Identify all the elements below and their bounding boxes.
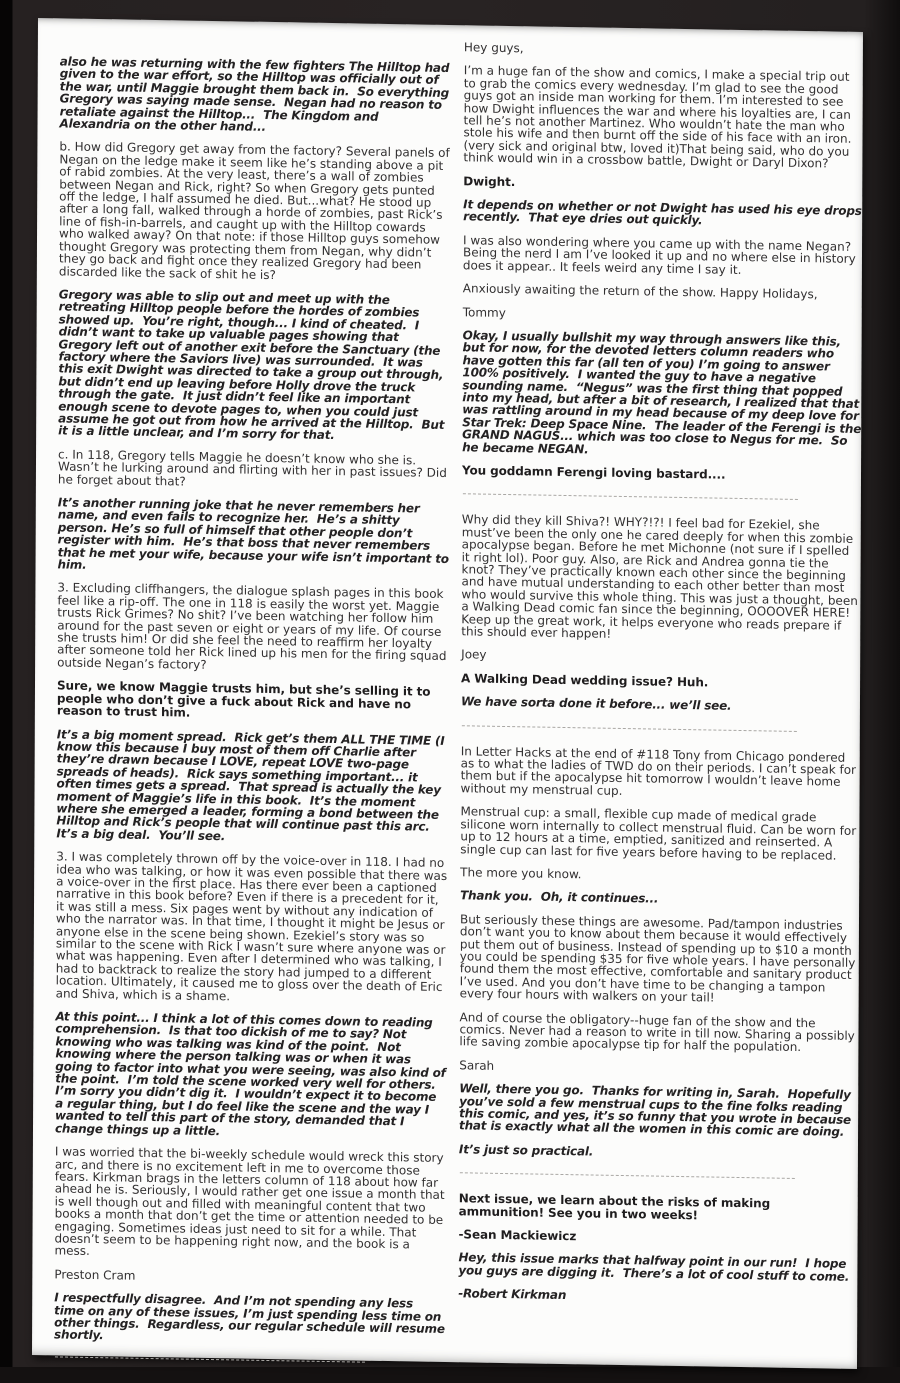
reader-letter-paragraph: 3. Excluding cliffhangers, the dialogue splash pages in this book feel like a rip-off. The one in 118 is easily the worst yet. Maggie trusts Rick Grimes? No shit? I’ve been watching her follow him around for the past seven or eight or years of my life. Of course she trusts him! Or did she feel the need to reaffirm her loyalty after someone told her Rick lined up his men for the firing squad outside Negan’s factory? (57, 580, 451, 672)
reader-letter-paragraph: In Letter Hacks at the end of #118 Tony from Chicago pondered as to what the ladies of TWD do on their periods. I can’t speak for them but if the apocalypse hit tomorrow I wouldn’t leave home without my menstrual cup. (460, 743, 860, 798)
editor-statement: A Walking Dead wedding issue? Huh. (461, 671, 709, 690)
editor-response: -Robert Kirkman (458, 1286, 567, 1303)
left-column (54, 34, 452, 1362)
letter-separator (462, 725, 797, 732)
editor-response: We have sorta done it before... we’ll see. (460, 694, 732, 714)
reader-signature: Sarah (459, 1058, 495, 1073)
editor-response: Hey, this issue marks that halfway point in our run! I hope you guys are digging it. There’s a lot of cool stuff to come. (458, 1250, 851, 1284)
editor-response: It depends on whether or not Dwight has used his eye drops recently. That eye dries out quickly. (463, 197, 866, 228)
editor-statement: -Sean Mackiewicz (458, 1227, 577, 1244)
reader-signature: Joey (461, 647, 487, 663)
editor-response: Thank you. Oh, it continues... (460, 888, 659, 906)
editor-response: It’s another running joke that he never remembers her name, and even fails to recognize her. He’s a shitty person. He’s so full of himself that other people don’t register with him. He’s that boss that never remembers that he met your wife, because your wife isn’t important to him. (57, 495, 453, 572)
editor-response: Okay, I usually bullshit my way through answers like this, but for now, for the devoted letters column readers who have gotten this far (all ten of you) I’m going to answer 100% positively. I wanted the guy to have a negative sounding name. “Negus” was the first thing that popped into my head, but after a bit of research, I realized that that was rattling around in my head because of my deep love for Star Trek: Deep Space Nine. The leader of the Ferengi is the GRAND NAGUS... which was too close to Negus for me. So he became NEGAN. (462, 328, 866, 456)
reader-letter-paragraph: 3. I was completely thrown off by the voice-over in 118. I had no idea who was talking, or how it was even possible that there was a voice-over in the first place. Has there ever been a captioned narrative in this book before? Even if there is a precedent for it, it was still a mess. Six pages went by without any indication of who the narrator was. In that time, I thought it might be Jesus or anyone else in the scene being shown. Ezekiel’s story was so similar to the scene with Rick I wasn’t sure where anyone was or what was happening. Even after I determined who was talking, I had to backtrack to realize the story had jumped to a different location. Ultimately, it caused me to gloss over the death of Eric and Shiva, which is a shame. (55, 849, 452, 1003)
reader-letter-paragraph: Hey guys, (463, 40, 524, 56)
reader-letter-paragraph: I’m a huge fan of the show and comics, I make a special trip out to grab the comics every wednesday. I’m glad to see the good guys got an inside man working for them. I’m interested to see how Dwight influences the war and where his loyalties are, I can tell he’s not another Martinez. Who wouldn’t hate the man who stole his wife and then burnt off the side of his face with an iron. (very sick and original btw, loved it)That being said, who do you think would win in a crossbow battle, Dwight or Daryl Dixon? (463, 63, 856, 171)
editor-statement: Sure, we know Maggie trusts him, but she’s selling it to people who don’t give a fuck about Rick and have no reason to trust him. (56, 678, 435, 720)
letter-hacks-page (32, 18, 866, 1369)
reader-letter-paragraph: I was worried that the bi-weekly schedule would wreck this story arc, and there is no excitement left in me to overcome those fears. Kirkman brags in the letters column of 118 about how far ahead he is. Seriously, I would rather get one issue a month that is well though out and filled with meaningful content that two books a month that don’t get the time or attention needed to be engaging. Sometimes ideas just need to sit for a while. That doesn’t seem to be happening right now, and the book is a mess. (54, 1144, 449, 1259)
reader-letter-paragraph: Anxiously awaiting the return of the show. Happy Holidays, (462, 281, 818, 302)
editor-response: Gregory was able to slip out and meet up with the retreating Hilltop people before the hordes of zombies showed up. You’re right, though... I kind of cheated. I didn’t want to take up valuable pages showing that Gregory left out of another exit before the Sanctuary (the factory where the Saviors live) was surrounded. It was this exit Dwight was directed to take a group out through, but didn’t end up leaving before Holly drove the truck through the gate. It just didn’t feel like an important enough scene to devote pages to, when you could just assume he got out from how he arrived at the Hilltop. But it is a little unclear, and I’m sorry for that. (58, 287, 449, 443)
reader-letter-paragraph: And of course the obligatory--huge fan of the show and the comics. Never had a reason to write in till now. Sharing a possibly life saving zombie apocalypse tip for half the population. (459, 1009, 859, 1055)
reader-letter-paragraph: c. In 118, Gregory tells Maggie he doesn’t know who she is. Wasn’t he lurking around and flirting with her in past issues? Did he forget about that? (57, 447, 451, 489)
editor-statement: Dwight. (463, 173, 516, 189)
editor-statement: You goddamn Ferengi loving bastard.... (461, 463, 726, 482)
editor-response: It’s just so practical. (458, 1142, 594, 1159)
editor-response: also he was returning with the few fighters The Hilltop had given to the war effort, so the Hilltop was officially out of the war, until Maggie brought them back in. So everything Gregory was saying made sense. Negan had no reason to retaliate against the Hilltop... The Kingdom and Alexandria on the other hand... (59, 54, 454, 134)
letter-separator (463, 494, 798, 501)
editor-response: It’s a big moment spread. Rick get’s them ALL THE TIME (I know this because I buy most of them off Charlie after they’re drawn because I LOVE, repeat LOVE two-page spreads of heads). Rick says something important... it often times gets a spread. That spread is actually the key moment of Maggie’s life in this book. It’s the moment where she emerged a leader, forming a bond between the Hilltop and Rick’s people that will continue past this arc. It’s a big deal. You’ll see. (56, 726, 449, 843)
letter-separator (55, 1356, 365, 1362)
reader-letter-paragraph: b. How did Gregory get away from the factory? Several panels of Negan on the ledge make it seem like he’s standing above a pit of rabid zombies. At the very least, there’s a wall of zombies between Negan and Rick, right? So when Gregory gets punted off the ledge, I half assumed he died. But...what? He stood up after a long fall, walked through a horde of zombies, past Rick’s line of fish-in-barrels, and caught up with the Hilltop cowards who walked away? On that note: if those Hilltop guys somehow thought Gregory was protecting them from Negan, why didn’t they go back and fight once they realized Gregory had been discarded like the sack of shit he is? (58, 139, 454, 282)
reader-letter-paragraph: Menstrual cup: a small, flexible cup made of medical grade silicone worn internally to collect menstrual fluid. Can be worn for up to 12 hours at a time, emptied, sanitized and reinserted. A single cup can last for five years before having to be replaced. (460, 804, 861, 863)
reader-letter-paragraph: But seriously these things are awesome. Pad/tampon industries don’t want you to know about them because it would effectively put them out of business. Instead of spending up to $10 a month you could be spending $35 for five whole years. I have personally found them the most effective, comfortable and sanitary product I’ve used. And you don’t have time to be changing a tampon every four hours with walkers on your tail! (459, 911, 860, 1005)
letter-separator (460, 1172, 795, 1179)
reader-letter-paragraph: The more you know. (460, 865, 582, 882)
right-column (458, 40, 866, 1369)
editor-response: Well, there you go. Thanks for writing in, Sarah. Hopefully you’ve sold a few menstrual cups to the fine folks reading this comic, and yes, it’s so funny that you wrote in because that is exactly what all the women in this comic are doing. (459, 1081, 856, 1140)
reader-signature: Tommy (462, 304, 506, 320)
reader-letter-paragraph: I was also wondering where you came up with the name Negan? Being the nerd I am I’ve looked it up and no where else in history does it appear.. It feels weird any time I say it. (462, 233, 860, 277)
editor-statement: Next issue, we learn about the risks of making ammunition! See you in two weeks! (458, 1191, 775, 1222)
bottom-shadow-band (0, 1367, 900, 1383)
reader-signature: Preston Cram (54, 1267, 136, 1283)
editor-response: I respectfully disagree. And I’m not spending any less time on any of these issues, I’m just spending less time on other things. Regardless, our regular schedule will resume shortly. (54, 1290, 449, 1343)
editor-response: At this point... I think a lot of this comes down to reading comprehension. Is that too dickish of me to say? Not knowing who was talking was kind of the point. Not knowing where the person talking was or when it was going to factor into what you were seeing, was also kind of the point. I’m told the scene worked very well for others. I’m sorry you didn’t dig it. I wouldn’t expect it to become a regular thing, but I do feel like the scene and the way I wanted to tell this part of the story, demanded that I change things up a little. (54, 1009, 450, 1138)
reader-letter-paragraph: Why did they kill Shiva?! WHY?!?! I feel bad for Ezekiel, she must’ve been the only one he cared deeply for when this zombie apocalypse began. Before he met Michonne (not sure if I spelled it right lol). Poor guy. Also, are Rick and Andrea gonna tie the knot? They’ve practically known each other since the beginning and have mutual understanding to each other better than most who would survive this whole thing. This was just a thought, been a Walking Dead comic fan since the beginning, OOOOVER HERE! Keep up the great work, it helps everyone who reads prepare if this should ever happen! (461, 512, 862, 641)
